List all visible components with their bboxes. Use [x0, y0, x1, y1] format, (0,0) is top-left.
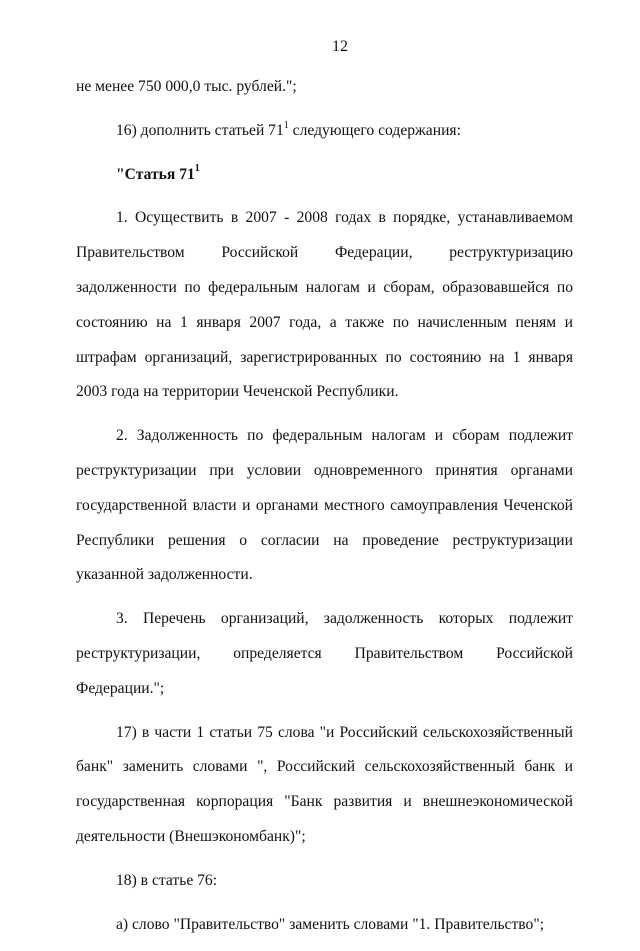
document-body	[76, 70, 573, 951]
paragraph-clause-2: 2. Задолженность по федеральным налогам и сборам подлежит реструктуризации при условии одновременного принятия органами государственной власти и органами местного самоуправления Чеченской Республики решения о согласии на проведение реструктуризации указанной задолженности.	[76, 427, 573, 584]
item-16-text-b: следующего содержания:	[288, 121, 461, 139]
item-16-superscript: 1	[283, 119, 289, 131]
page-number: 12	[332, 38, 348, 55]
paragraph-item-17: 17) в части 1 статьи 75 слова "и Российский сельскохозяйственный банк" заменить словами ", Российский сельскохозяйственный банк и государственная корпорация "Банк развития и внешнеэкономической деятельности (Внешэкономбанк)";	[76, 723, 573, 845]
paragraph-clause-1: 1. Осуществить в 2007 - 2008 годах в порядке, устанавливаемом Правительством Российской Федерации, реструктуризацию задолженности по федеральным налогам и сборам, образовавшейся по состоянию на 1 января 2007 года, а также по начисленным пеням и штрафам организаций, зарегистрированных по состоянию на 1 января 2003 года на территории Чеченской Республики.	[76, 209, 573, 401]
article-heading	[76, 158, 573, 193]
paragraph-clause-3: 3. Перечень организаций, задолженность которых подлежит реструктуризации, определяется Правительством Российской Федерации.";	[76, 610, 573, 697]
item-16-text-a: 16) дополнить статьей 71	[116, 121, 284, 139]
paragraph-item-18-a: а) слово "Правительство" заменить словами "1. Правительство";	[116, 915, 545, 933]
paragraph-item-16	[76, 114, 573, 149]
paragraph-item-18: 18) в статье 76:	[116, 871, 218, 889]
article-heading-text: "Статья 71	[116, 165, 195, 183]
paragraph-continuation: не менее 750 000,0 тыс. рублей.";	[76, 78, 297, 95]
article-heading-superscript: 1	[194, 163, 200, 175]
